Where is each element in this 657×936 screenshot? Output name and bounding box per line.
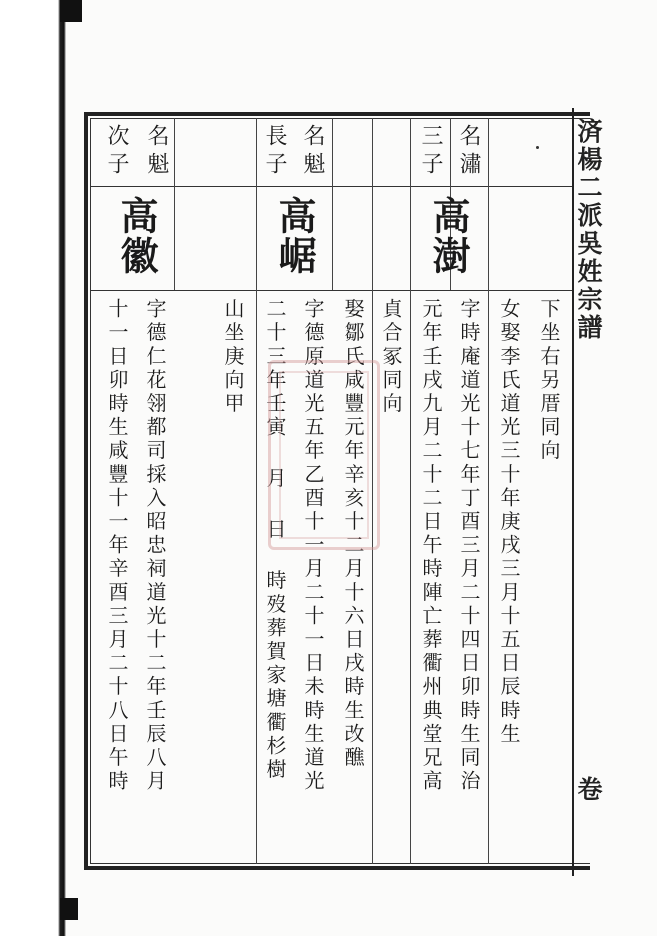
margin-folio: 卷 [574, 776, 603, 801]
bio-line: 十一日卯時生咸豐十一年辛酉三月二十八日午時 [105, 298, 129, 794]
binding-corner-bottom [60, 898, 78, 920]
name-label: 名 [144, 124, 169, 152]
bio-line: 字德仁花翎都司採入昭忠祠道光十二年壬辰八月 [143, 298, 167, 794]
given-name: 高澍 [426, 196, 471, 276]
column-divider [174, 118, 175, 290]
name-label: 名 [456, 124, 481, 152]
name-char: 魁 [300, 152, 325, 180]
name-label: 名 [300, 124, 325, 152]
column-divider [332, 118, 333, 290]
name-rule [90, 290, 572, 291]
note-line: 山坐庚向甲 [221, 298, 245, 416]
note-line: 貞合冢同向 [379, 298, 403, 416]
column-divider [488, 118, 489, 864]
note-line: 娶鄒氏咸豐元年辛亥十二月十六日戌時生改醮 [341, 298, 365, 770]
relation-label: 三子 [418, 124, 443, 180]
column-divider [410, 118, 411, 864]
bio-line: 字時庵道光十七年丁酉三月二十四日卯時生同治 [457, 298, 481, 794]
given-name: 高崌 [272, 196, 317, 276]
note-line: 女娶李氏道光三十年庚戌三月十五日辰時生 [497, 298, 521, 747]
header-rule [90, 186, 572, 187]
column-divider [256, 118, 257, 864]
margin-title: 済楊二派吳姓宗譜 [574, 118, 603, 342]
bio-line: 二十三年壬寅 月 日 時歿葬賀家塘衢杉樹 [263, 298, 287, 782]
relation-label: 長子 [262, 124, 287, 180]
bio-line: 字德原道光五年乙酉十一月二十一日未時生道光 [301, 298, 325, 794]
name-char: 潚 [456, 152, 481, 180]
punctuation-dot [536, 146, 539, 149]
bio-line: 元年壬戌九月二十二日午時陣亡葬衢州典堂兄高 [419, 298, 443, 794]
note-line: 下坐右另厝同向 [537, 298, 561, 464]
given-name: 高徽 [114, 196, 159, 276]
relation-label: 次子 [104, 124, 129, 180]
red-seal-stamp [268, 360, 380, 550]
binding-corner-top [60, 0, 82, 22]
binding-edge [0, 0, 66, 936]
name-char: 魁 [144, 152, 169, 180]
